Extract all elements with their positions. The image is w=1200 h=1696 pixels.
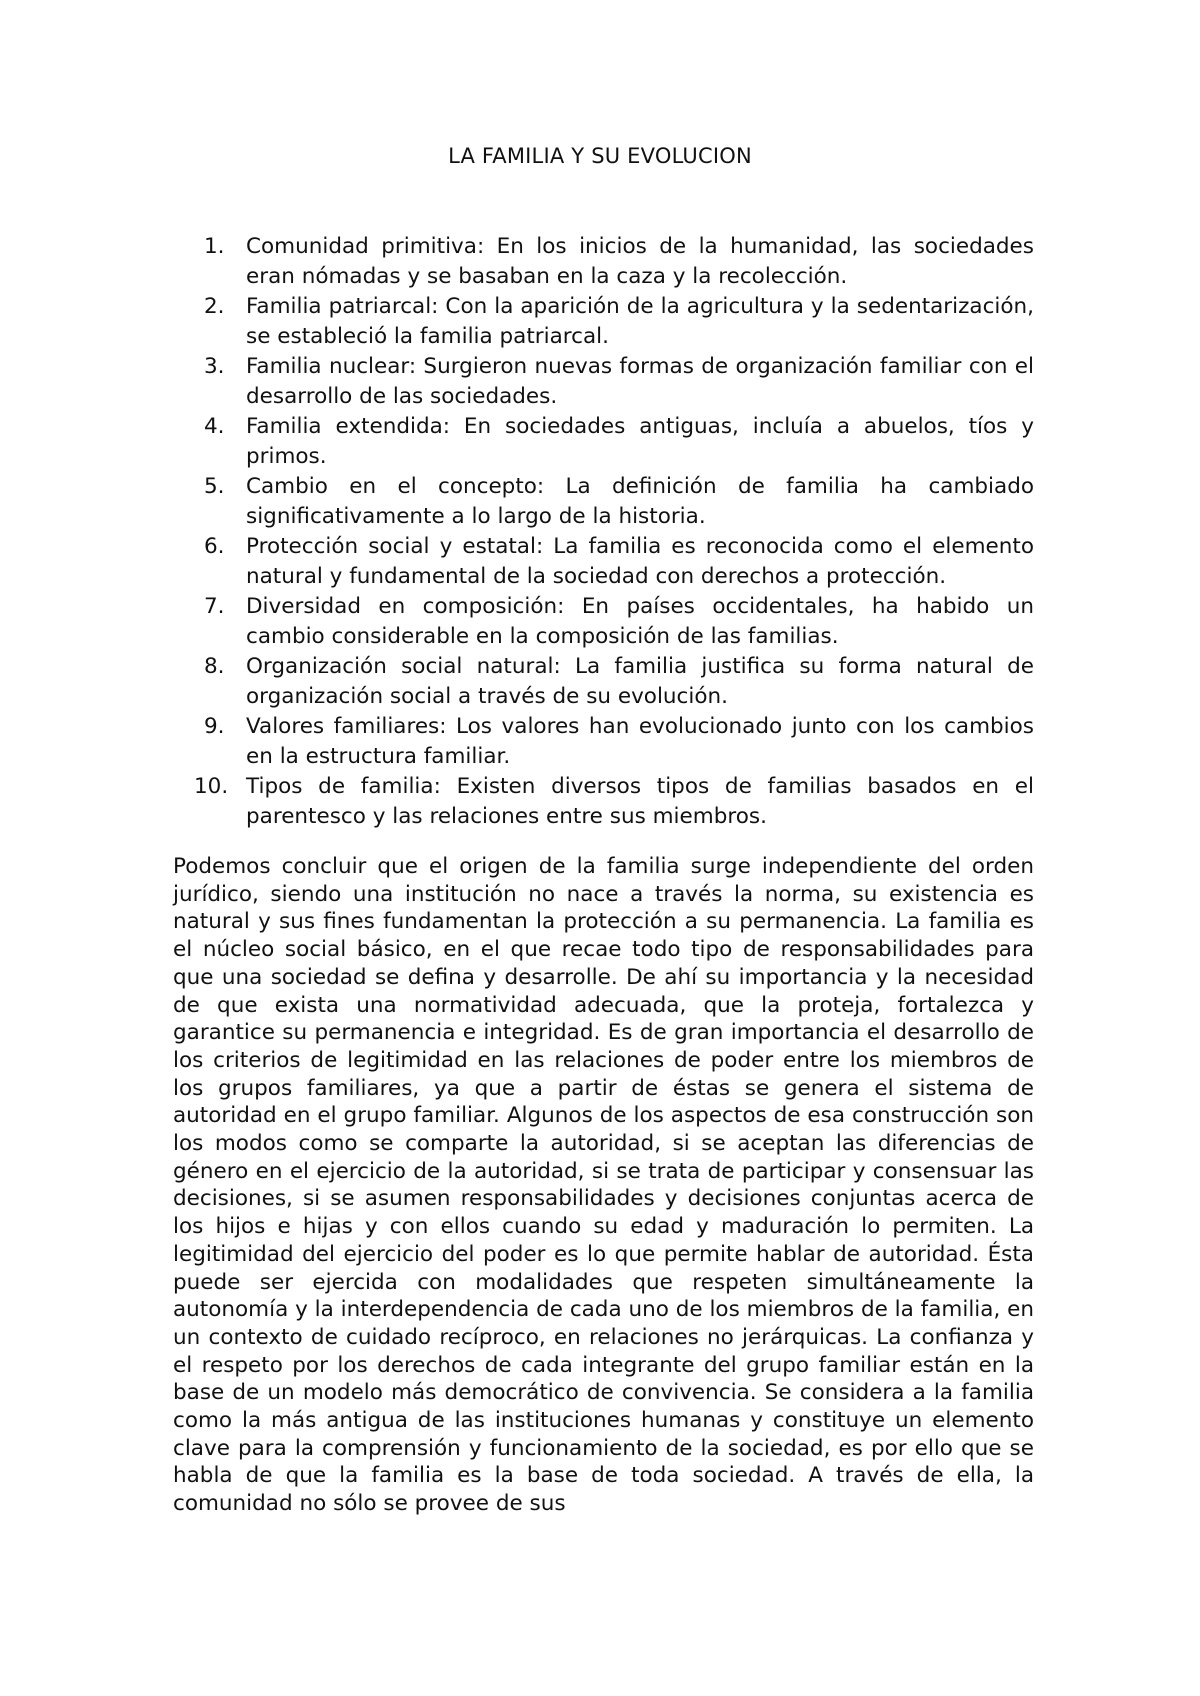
list-item <box>204 232 1034 292</box>
list-item-text: Organización social natural: La familia justifica su forma natural de organización social a través de su evolución. <box>246 654 1034 709</box>
list-item-number: 7. <box>204 594 225 619</box>
list-item-text: Protección social y estatal: La familia es reconocida como el elemento natural y fundamental de la sociedad con derechos a protección. <box>246 534 1034 589</box>
list-item-number: 1. <box>204 234 225 259</box>
list-item-text: Diversidad en composición: En países occidentales, ha habido un cambio considerable en la composición de las familias. <box>246 594 1034 649</box>
list-item-number: 5. <box>204 474 225 499</box>
list-item <box>194 772 1034 832</box>
list-item-number: 3. <box>204 354 225 379</box>
list-item-text: Familia patriarcal: Con la aparición de la agricultura y la sedentarización, se estableció la familia patriarcal. <box>246 294 1034 349</box>
list-item <box>204 712 1034 772</box>
list-item-text: Familia extendida: En sociedades antiguas, incluía a abuelos, tíos y primos. <box>246 414 1034 469</box>
document-title: LA FAMILIA Y SU EVOLUCION <box>448 144 752 168</box>
list-item-number: 6. <box>204 534 225 559</box>
list-item <box>204 652 1034 712</box>
list-item-text: Tipos de familia: Existen diversos tipos de familias basados en el parentesco y las relaciones entre sus miembros. <box>246 774 1034 829</box>
list-item <box>204 592 1034 652</box>
list-item <box>204 532 1034 592</box>
list-item-text: Familia nuclear: Surgieron nuevas formas de organización familiar con el desarrollo de las sociedades. <box>246 354 1034 409</box>
list-item-number: 10. <box>194 774 229 799</box>
list-item-text: Valores familiares: Los valores han evolucionado junto con los cambios en la estructura familiar. <box>246 714 1034 769</box>
evolution-list <box>194 232 1034 832</box>
list-item <box>204 352 1034 412</box>
list-item <box>204 412 1034 472</box>
list-item-number: 8. <box>204 654 225 679</box>
list-item-text: Comunidad primitiva: En los inicios de la humanidad, las sociedades eran nómadas y se basaban en la caza y la recolección. <box>246 234 1034 289</box>
list-item-number: 4. <box>204 414 225 439</box>
conclusion-paragraph: Podemos concluir que el origen de la familia surge independiente del orden jurídico, siendo una institución no nace a través la norma, su existencia es natural y sus fines fundamentan la protección a su permanencia. La familia es el núcleo social básico, en el que recae todo tipo de responsabilidades para que una sociedad se defina y desarrolle. De ahí su importancia y la necesidad de que exista una normatividad adecuada, que la proteja, fortalezca y garantice su permanencia e integridad. Es de gran importancia el desarrollo de los criterios de legitimidad en las relaciones de poder entre los miembros de los grupos familiares, ya que a partir de éstas se genera el sistema de autoridad en el grupo familiar. Algunos de los aspectos de esa construcción son los modos como se comparte la autoridad, si se aceptan las diferencias de género en el ejercicio de la autoridad, si se trata de participar y consensuar las decisiones, si se asumen responsabilidades y decisiones conjuntas acerca de los hijos e hijas y con ellos cuando su edad y maduración lo permiten. La legitimidad del ejercicio del poder es lo que permite hablar de autoridad. Ésta puede ser ejercida con modalidades que respeten simultáneamente la autonomía y la interdependencia de cada uno de los miembros de la familia, en un contexto de cuidado recíproco, en relaciones no jerárquicas. La confianza y el respeto por los derechos de cada integrante del grupo familiar están en la base de un modelo más democrático de convivencia. Se considera a la familia como la más antigua de las instituciones humanas y constituye un elemento clave para la comprensión y funcionamiento de la sociedad, es por ello que se habla de que la familia es la base de toda sociedad. A través de ella, la comunidad no sólo se provee de sus <box>173 854 1034 1517</box>
list-item-number: 9. <box>204 714 225 739</box>
list-item <box>204 472 1034 532</box>
list-item-number: 2. <box>204 294 225 319</box>
list-item-text: Cambio en el concepto: La definición de familia ha cambiado significativamente a lo largo de la historia. <box>246 474 1034 529</box>
list-item <box>204 292 1034 352</box>
